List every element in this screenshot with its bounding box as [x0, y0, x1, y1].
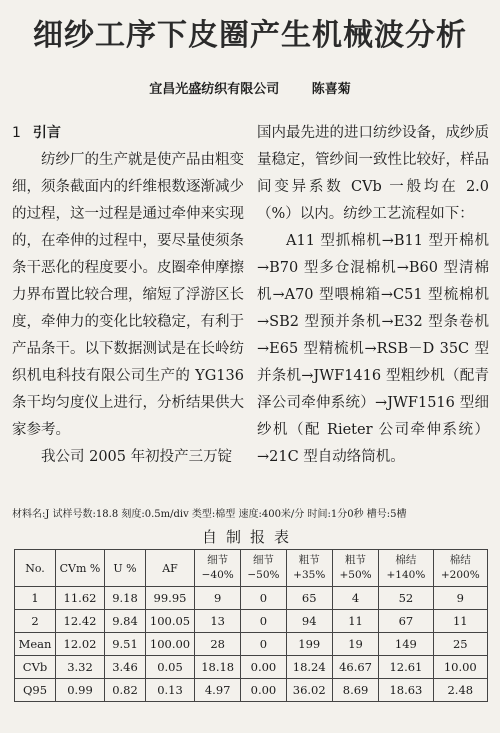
table-cell: 19: [332, 633, 378, 656]
table-cell: CVb: [15, 656, 56, 679]
header-neps-200: 棉结 +200%: [433, 550, 487, 587]
table-row: [15, 679, 488, 702]
table-cell: 149: [379, 633, 433, 656]
table-cell: 94: [286, 610, 332, 633]
table-cell: 65: [286, 587, 332, 610]
header-cvm: CVm %: [56, 550, 105, 587]
table-cell: 13: [195, 610, 241, 633]
table-cell: 11: [332, 610, 378, 633]
report-table: [14, 549, 488, 702]
table-cell: 36.02: [286, 679, 332, 702]
table-cell: 0: [241, 633, 286, 656]
table-cell: 0.00: [241, 679, 286, 702]
table-cell: Q95: [15, 679, 56, 702]
table-cell: 2.48: [433, 679, 487, 702]
section-title: 引言: [32, 125, 61, 141]
company-name: 宜昌光盛纺织有限公司: [149, 82, 280, 97]
table-cell: 4.97: [195, 679, 241, 702]
byline: [0, 78, 500, 97]
table-cell: 12.42: [56, 610, 105, 633]
table-cell: 0: [241, 610, 286, 633]
table-header-row: [15, 550, 488, 587]
intro-paragraph-2: 我公司 2005 年初投产三万锭: [41, 449, 233, 465]
table-row: [15, 587, 488, 610]
table-cell: 11: [433, 610, 487, 633]
table-cell: 9.51: [105, 633, 146, 656]
header-u: U %: [105, 550, 146, 587]
table-row: [15, 656, 488, 679]
table-title: 自制报表: [201, 528, 298, 546]
left-column: [12, 120, 244, 471]
header-thin-40: 细节 −40%: [195, 550, 241, 587]
table-cell: 10.00: [433, 656, 487, 679]
table-cell: 0.82: [105, 679, 146, 702]
table-cell: 100.00: [146, 633, 195, 656]
table-cell: 12.02: [56, 633, 105, 656]
header-thin-50: 细节 −50%: [241, 550, 286, 587]
table-cell: 9: [195, 587, 241, 610]
process-flow-paragraph: A11 型抓棉机→B11 型开棉机→B70 型多仓混棉机→B60 型清棉机→A70 型喂棉箱→C51 型梳棉机→SB2 型预并条机→E32 型条卷机→E65 型精梳机→RSB－D 35C 型并条机→JWF1416 型粗纱机（配青泽公司牵伸系统）→JWF1516 型细纱机（配 Rieter 公司牵伸系统）→21C 型自动络筒机。: [257, 233, 489, 465]
right-column: [257, 120, 489, 471]
table-cell: 18.63: [379, 679, 433, 702]
table-row: [15, 610, 488, 633]
table-cell: 1: [15, 587, 56, 610]
header-af: AF: [146, 550, 195, 587]
table-cell: 2: [15, 610, 56, 633]
author-name: 陈喜菊: [311, 82, 351, 97]
table-cell: 12.61: [379, 656, 433, 679]
table-cell: 4: [332, 587, 378, 610]
table-cell: 9.18: [105, 587, 146, 610]
header-neps-140: 棉结 +140%: [379, 550, 433, 587]
table-cell: 0.00: [241, 656, 286, 679]
table-cell: 8.69: [332, 679, 378, 702]
table-cell: 3.46: [105, 656, 146, 679]
section-heading: [12, 120, 244, 147]
table-cell: 25: [433, 633, 487, 656]
table-cell: 9.84: [105, 610, 146, 633]
test-parameters: 材料名:J 试样号数:18.8 刻度:0.5m/div 类型:棉型 速度:400米/分 时间:1分0秒 槽号:5槽: [12, 509, 407, 520]
table-cell: 18.24: [286, 656, 332, 679]
header-no: No.: [15, 550, 56, 587]
table-cell: 52: [379, 587, 433, 610]
section-number: 1: [12, 125, 21, 141]
table-cell: 99.95: [146, 587, 195, 610]
header-thick-35: 粗节 +35%: [286, 550, 332, 587]
table-cell: 0: [241, 587, 286, 610]
table-cell: 9: [433, 587, 487, 610]
table-cell: 199: [286, 633, 332, 656]
table-cell: 46.67: [332, 656, 378, 679]
table-cell: 3.32: [56, 656, 105, 679]
table-cell: Mean: [15, 633, 56, 656]
article-title: 细纱工序下皮圈产生机械波分析: [33, 18, 467, 53]
table-cell: 67: [379, 610, 433, 633]
table-cell: 0.05: [146, 656, 195, 679]
table-cell: 0.13: [146, 679, 195, 702]
header-thick-50: 粗节 +50%: [332, 550, 378, 587]
table-cell: 100.05: [146, 610, 195, 633]
intro-paragraph-1: 纺纱厂的生产就是使产品由粗变细，须条截面内的纤维根数逐渐减少的过程，这一过程是通过牵伸来实现的，在牵伸的过程中，要尽量使须条条干恶化的程度要小。皮圈牵伸摩擦力界布置比较合理，缩短了浮游区长度，牵伸力的变化比较稳定，有利于产品条干。以下数据测试是在长岭纺织机电科技有限公司生产的 YG136 条干均匀度仪上进行，分析结果供大家参考。: [12, 152, 244, 438]
table-cell: 18.18: [195, 656, 241, 679]
table-cell: 28: [195, 633, 241, 656]
table-row: [15, 633, 488, 656]
table-cell: 0.99: [56, 679, 105, 702]
continued-paragraph: 国内最先进的进口纺纱设备，成纱质量稳定，管纱间一致性比较好，样品间变异系数 CVb 一般均在 2.0（%）以内。纺纱工艺流程如下：: [257, 125, 489, 222]
table-cell: 11.62: [56, 587, 105, 610]
